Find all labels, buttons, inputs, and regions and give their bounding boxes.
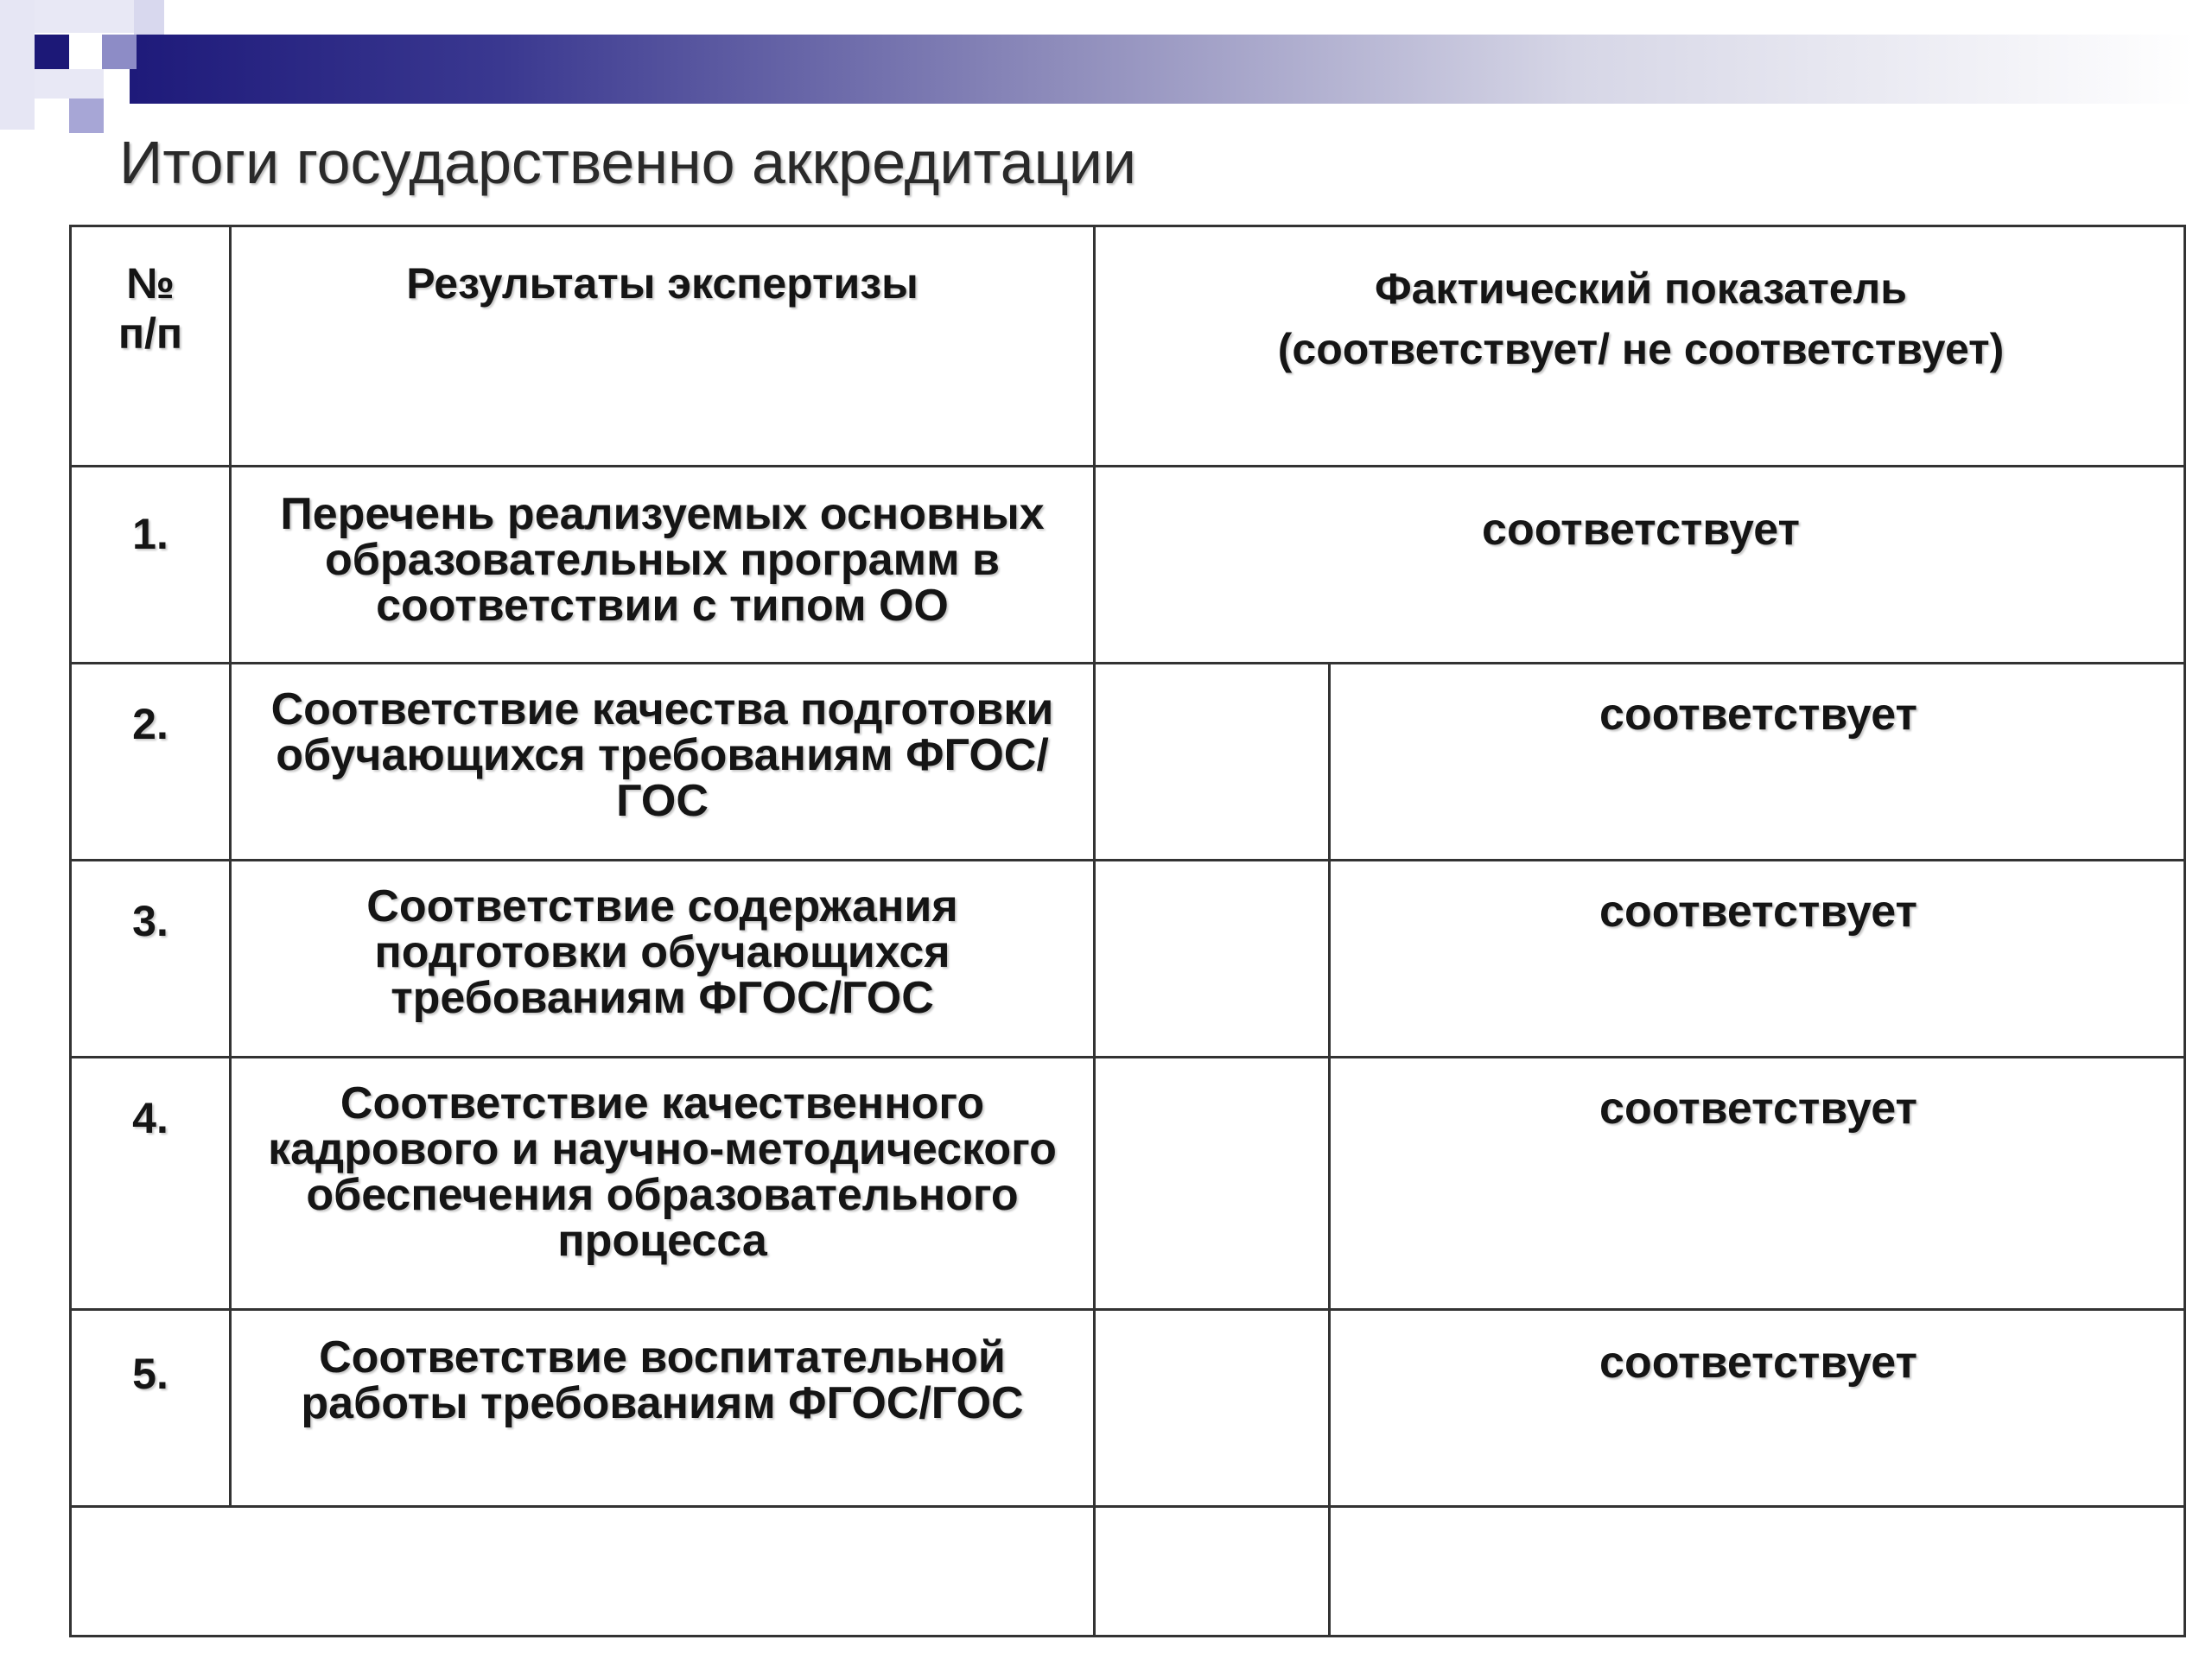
row-description: Перечень реализуемых основных образовательных программ в соответствии с типом ОО	[232, 467, 1096, 664]
row-number: 5.	[72, 1311, 232, 1508]
empty-cell	[1096, 861, 1331, 1058]
decorative-square	[0, 0, 35, 130]
row-number: 4.	[72, 1058, 232, 1311]
row-result: соответствует	[1331, 664, 2186, 861]
empty-cell	[1096, 1311, 1331, 1508]
empty-cell	[1096, 1058, 1331, 1311]
page-title: Итоги государственно аккредитации	[119, 129, 1136, 196]
row-number: 3.	[72, 861, 232, 1058]
decorative-square	[69, 99, 104, 133]
row-result: соответствует	[1331, 1311, 2186, 1508]
empty-cell	[72, 1508, 1096, 1635]
row-description: Соответствие качества подготовки обучающихся требованиям ФГОС/ГОС	[232, 664, 1096, 861]
empty-cell	[1331, 1508, 2186, 1635]
decorative-square	[35, 69, 104, 99]
decorative-square	[35, 35, 69, 69]
row-number: 2.	[72, 664, 232, 861]
accreditation-table	[69, 225, 2186, 1637]
row-number: 1.	[72, 467, 232, 664]
header-cell-num: № п/п	[72, 227, 232, 467]
empty-cell	[1096, 664, 1331, 861]
row-description: Соответствие содержания подготовки обучающихся требованиям ФГОС/ГОС	[232, 861, 1096, 1058]
row-description: Соответствие качественного кадрового и научно-методического обеспечения образовательного процесса	[232, 1058, 1096, 1311]
row-result: соответствует	[1096, 467, 2186, 664]
header-gradient-bar	[130, 35, 2195, 104]
header-cell-results: Результаты экспертизы	[232, 227, 1096, 467]
header-cell-indicator: Фактический показатель (соответствует/ не соответствует)	[1096, 227, 2186, 467]
row-description: Соответствие воспитательной работы требованиям ФГОС/ГОС	[232, 1311, 1096, 1508]
row-result: соответствует	[1331, 861, 2186, 1058]
empty-cell	[1096, 1508, 1331, 1635]
decorative-square	[134, 0, 164, 35]
decorative-square	[102, 35, 137, 69]
row-result: соответствует	[1331, 1058, 2186, 1311]
